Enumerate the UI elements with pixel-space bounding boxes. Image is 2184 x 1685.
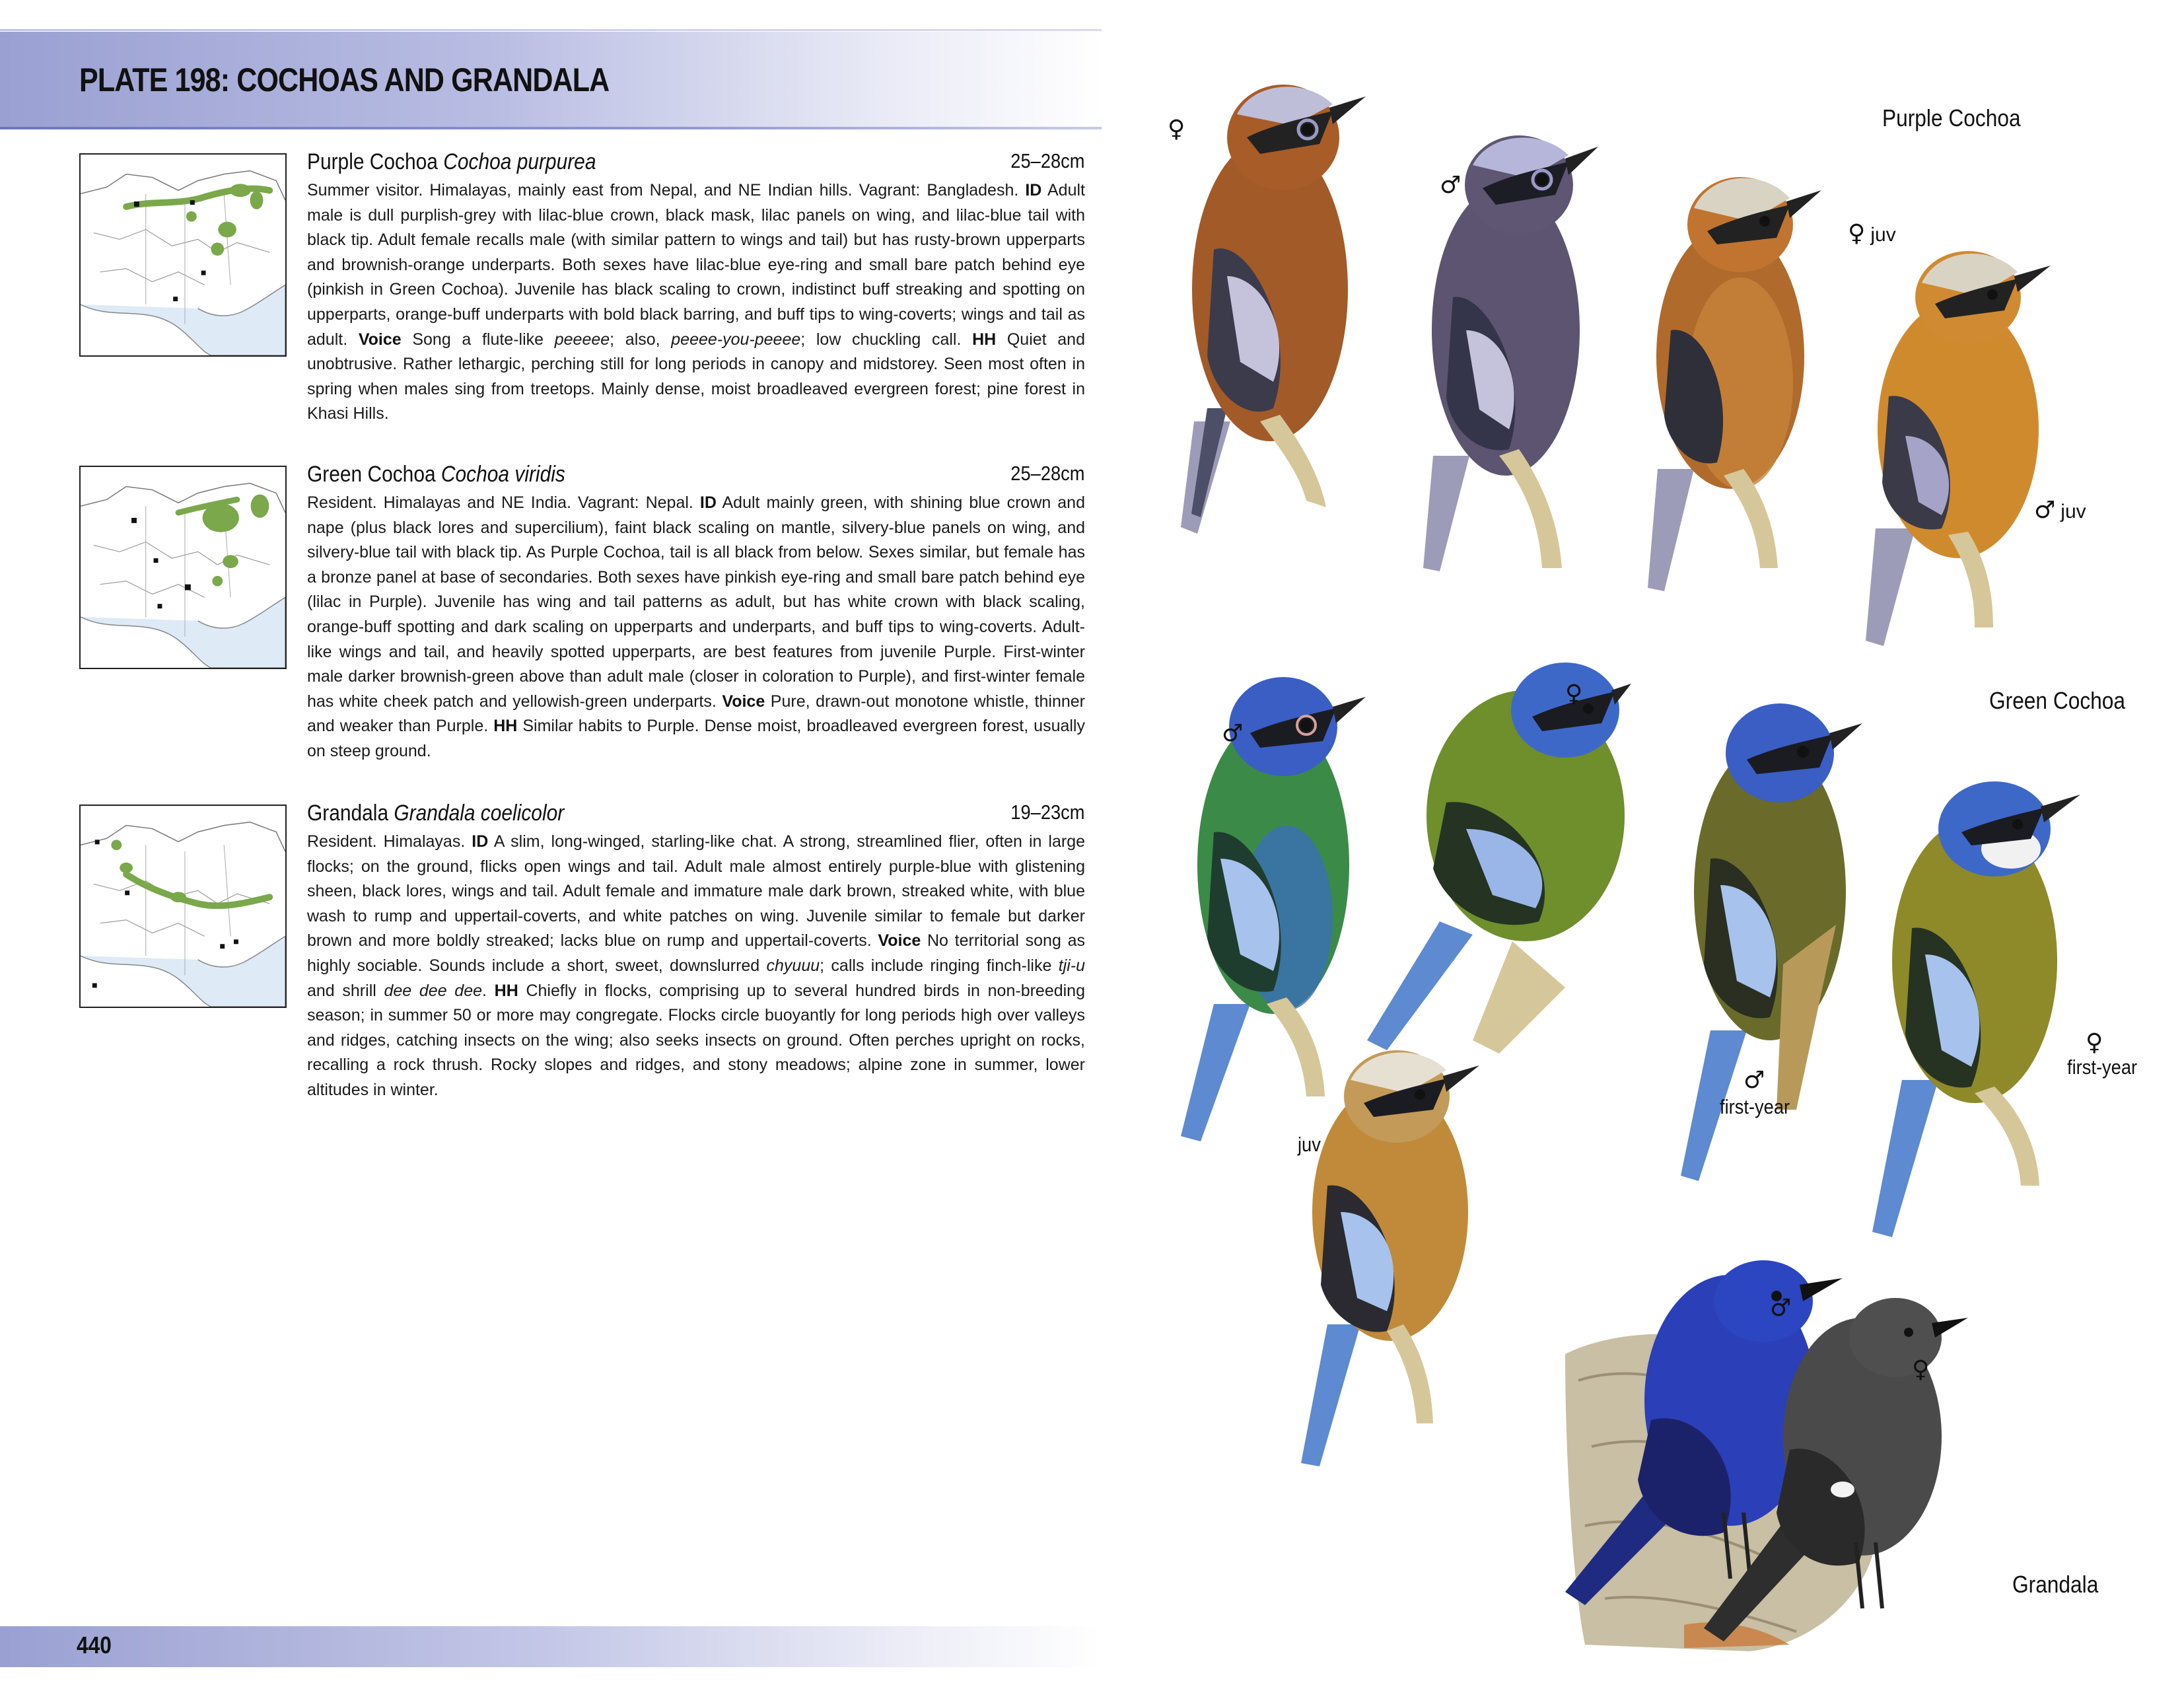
- description-run: ; also,: [610, 330, 672, 349]
- scientific-name: Grandala coelicolor: [394, 801, 565, 826]
- female-symbol: ♀: [1848, 220, 1866, 247]
- species-heading: [307, 801, 1085, 830]
- description-run: ; calls include ringing finch-like: [820, 956, 1059, 975]
- description-run: Pure, drawn-out monotone whistle, thinner and weaker than Purple.: [307, 692, 1085, 736]
- description-run: and shrill: [307, 981, 384, 1000]
- description-run: dee dee dee: [384, 981, 483, 1000]
- species-name: [307, 462, 565, 487]
- species-size: 19–23cm: [1010, 801, 1085, 824]
- bird-purple-cochoa-juvenile-female: [1625, 159, 1823, 601]
- bird-purple-cochoa-juvenile-male: [1849, 231, 2054, 654]
- bird-purple-cochoa-female: [1168, 52, 1366, 554]
- juvenile-label: juv: [1298, 1133, 1321, 1156]
- description-run: Voice: [358, 330, 402, 349]
- description-run: No territorial song as highly sociable. Sounds include a short, sweet, downslurred: [307, 931, 1085, 975]
- page-number: 440: [77, 1631, 112, 1659]
- male-juvenile-label: [2034, 497, 2086, 524]
- common-name: Grandala: [307, 801, 389, 826]
- description-run: Resident. Himalayas and NE India. Vagrant: Nepal.: [307, 493, 700, 512]
- bird-green-cochoa-first-year-female: [1862, 763, 2087, 1238]
- header-top-rule: [0, 29, 1102, 31]
- species-size: 25–28cm: [1010, 149, 1085, 172]
- male-symbol: ♂: [1440, 172, 1462, 199]
- range-map-svg: [81, 467, 285, 668]
- male-symbol: ♂: [1770, 1295, 1792, 1322]
- range-map-svg: [81, 806, 285, 1007]
- description-run: Similar habits to Purple. Dense moist, broadleaved evergreen forest, usually on steep ground.: [307, 717, 1085, 760]
- scientific-name: Cochoa purpurea: [443, 149, 596, 174]
- illustration-plate: [1110, 0, 2184, 1685]
- bird-purple-cochoa-male: [1400, 112, 1598, 588]
- male-symbol: ♂: [2034, 497, 2056, 524]
- range-map-purple-cochoa: [79, 153, 287, 357]
- plate-label-green-cochoa: Green Cochoa: [1989, 687, 2126, 714]
- female-symbol: ♀: [2086, 1029, 2103, 1056]
- description-run: HH: [494, 981, 518, 1000]
- species-heading: [307, 462, 1085, 491]
- description-run: Song a flute-like: [401, 330, 555, 349]
- common-name: Green Cochoa: [307, 462, 436, 487]
- range-map-svg: [81, 155, 285, 355]
- female-symbol: ♀: [1168, 116, 1185, 143]
- plate-label-grandala: Grandala: [2012, 1571, 2099, 1598]
- first-year-male-label: [1744, 1067, 1765, 1094]
- species-description: [307, 178, 1085, 427]
- description-run: HH: [972, 330, 997, 349]
- species-text: [307, 801, 1085, 1103]
- species-heading: [307, 149, 1085, 178]
- male-symbol: ♂: [1222, 720, 1244, 747]
- range-map-green-cochoa: [79, 466, 287, 669]
- species-name: [307, 149, 596, 175]
- description-run: Voice: [722, 692, 765, 711]
- header-rule: [0, 127, 1102, 129]
- description-run: Voice: [878, 931, 921, 950]
- range-map-grandala: [79, 805, 287, 1008]
- description-run: Quiet and unobtrusive. Rather lethargic, perching still for long periods in canopy and midstorey. Seen most often in spring when males sing from treetops. Mainly dense, moist broadleaved evergreen forest; pine forest in Khasi Hills.: [307, 330, 1085, 423]
- bird-green-cochoa-female: [1367, 644, 1631, 1067]
- bird-grandala-female: [1704, 1285, 1968, 1648]
- footer-band: [0, 1626, 1102, 1667]
- species-size: 25–28cm: [1010, 462, 1085, 485]
- species-text: [307, 149, 1085, 427]
- description-run: tji-u: [1058, 956, 1085, 975]
- description-run: ; low chuckling call.: [800, 330, 973, 349]
- plate-title: PLATE 198: COCHOAS AND GRANDALA: [79, 61, 610, 98]
- bird-green-cochoa-juvenile: [1281, 1034, 1479, 1470]
- description-run: ID: [699, 493, 717, 512]
- description-run: Resident. Himalayas.: [307, 832, 472, 851]
- description-run: Summer visitor. Himalayas, mainly east from Nepal, and NE Indian hills. Vagrant: Bangladesh.: [307, 181, 1026, 199]
- male-symbol: ♂: [1744, 1067, 1765, 1094]
- first-year-label: first-year: [2067, 1056, 2138, 1079]
- juvenile-text: juv: [2061, 501, 2086, 522]
- description-run: chyuuu: [766, 956, 820, 975]
- species-description: [307, 491, 1085, 764]
- species-description: [307, 830, 1085, 1103]
- sea-shape: [81, 285, 285, 355]
- species-text: [307, 462, 1085, 764]
- description-run: peeeee: [554, 330, 610, 349]
- juvenile-text: juv: [1870, 224, 1896, 246]
- description-run: ID: [472, 832, 489, 851]
- description-run: .: [482, 981, 495, 1000]
- description-run: ID: [1025, 181, 1042, 199]
- plate-label-purple-cochoa: Purple Cochoa: [1882, 104, 2021, 131]
- first-year-label: first-year: [1720, 1095, 1790, 1118]
- description-run: Adult male is dull purplish-grey with lilac-blue crown, black mask, lilac panels on wing, and lilac-blue tail with black tip. Adult female recalls male (with similar pattern to wings and tail) but has rusty-brown upperparts and brownish-orange underparts. Both sexes have lilac-blue eye-ring and small bare patch behind eye (pinkish in Green Cochoa). Juvenile has black scaling to crown, indistinct buff streaking and spotting on upperparts, orange-buff underparts with bold black barring, and buff tips to wing-coverts; wings and tail as adult.: [307, 181, 1085, 349]
- description-run: Adult mainly green, with shining blue crown and nape (plus black lores and supercilium), faint black scaling on mantle, silvery-blue panels on wing, and silvery-blue tail with black tip. As Purple Cochoa, tail is all black from below. Sexes similar, but female has a bronze panel at base of secondaries. Both sexes have pinkish eye-ring and small bare patch behind eye (lilac in Purple). Juvenile has wing and tail patterns as adult, but has white crown with black scaling, orange-buff spotting and dark scaling on upperparts and underparts, and buff tips to wing-coverts. Adult-like wings and tail, and heavily spotted upperparts, are best features from juvenile Purple. First-winter male darker brownish-green above than adult male (closer in coloration to Purple), and first-winter female has white cheek patch and yellowish-green underparts.: [307, 493, 1085, 711]
- species-name: [307, 801, 564, 826]
- scientific-name: Cochoa viridis: [440, 462, 565, 487]
- female-symbol: ♀: [1912, 1356, 1930, 1383]
- description-run: A slim, long-winged, starling-like chat. A strong, streamlined flier, often in large flocks; on the ground, flicks open wings and tail. Adult male almost entirely purple-blue with glistening sheen, black lores, wings and tail. Adult female and immature male dark brown, streaked white, with blue wash to rump and uppertail-coverts, and white patches on wing. Juvenile similar to female but darker brown and more boldly streaked; lacks blue on rump and uppertail-coverts.: [307, 832, 1085, 950]
- description-run: HH: [493, 717, 518, 736]
- female-symbol: ♀: [1565, 680, 1583, 707]
- description-run: peeee-you-peeee: [671, 330, 801, 349]
- common-name: Purple Cochoa: [307, 149, 438, 174]
- description-run: Chiefly in flocks, comprising up to several hundred birds in non-breeding season; in summer 50 or more may congregate. Flocks circle buoyantly for long periods high over valleys and ridges, catching insects on the wing; also seeks insects on ground. Often perches upright on rocks, recalling a rock thrush. Rocky slopes and ridges, and stony meadows; alpine zone in summer, lower altitudes in winter.: [307, 981, 1085, 1099]
